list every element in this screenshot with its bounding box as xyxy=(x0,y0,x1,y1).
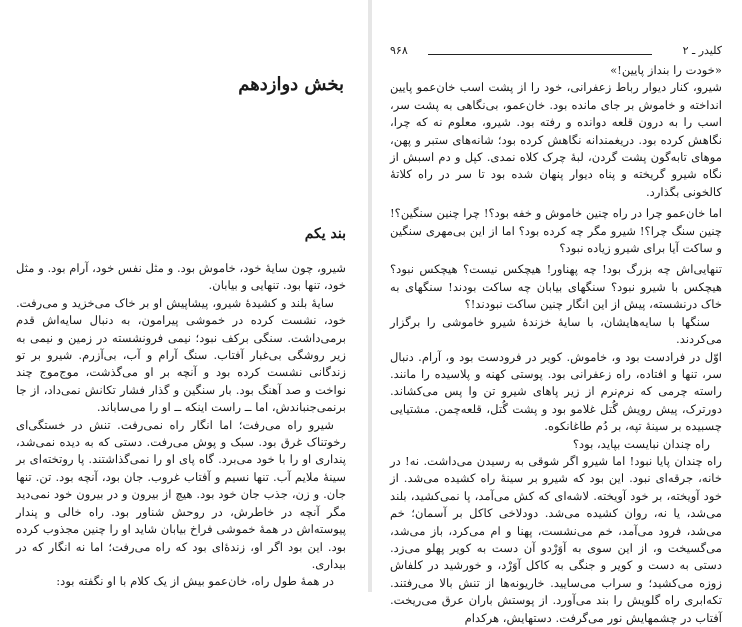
paragraph: در همهٔ طول راه، خان‌عمو بیش از یک کلام با او نگفته بود: xyxy=(56,574,334,589)
running-header xyxy=(390,44,722,62)
section-title: بند یکم xyxy=(304,226,346,242)
book-gutter xyxy=(368,0,372,592)
paragraph: سنگها با سایه‌هایشان، با سایهٔ خزندهٔ شیرو خاموشی را برگزار می‌کردند. xyxy=(390,314,722,347)
running-title: کلیدر ـ ۲ xyxy=(682,44,722,57)
paragraph: اوّل در فرادست بود و، خاموش. کویر در فرودست بود و، آرام. دنبال سر، تنها و افتاده، راه زعفرانی بود. پوستی کهنه و پلاسیده را مانند. راسته چرمی که نرم‌نرم از زیر پاهای شیرو تن وا پس می‌کشاند. دورترک، پیش رویش گُتل غلامو بود و پشت گُتل، قلعه‌چمن. مشتیایی چسبیده بر سینهٔ تپه، بر دُم طاغانکوه. xyxy=(390,349,722,434)
paragraph: راه چندان نبایست بپاید، بود؟ xyxy=(572,436,710,451)
paragraph: شیرو راه می‌رفت؛ اما انگار راه نمی‌رفت. تنش در خستگی‌ای رخوتناک غرق بود. سبک و پوش می‌رفت. دستی که به دیده نمی‌شد، پنداری او را با خود می‌برد. گاه پای او را نمی‌گذاشتند. پا رو‌تخته‌ای بر سینهٔ ملایم آب. تنها نسیم و آفتاب غروب. جان بود، آنچه بود. تن. تنها جان. و زن، جذب جان خود بود. هیچ از بیرون و در بیرون خود نمی‌دید مگر آنچه در خاطرش، در روحش شناور بود. راه خالی و پندار پیوسته‌اش در همهٔ خموشی فراخ بیابان شاید او را چنین مجذوب کرده بود. این بود اگر او، زندهٔ‌ای بود که راه می‌رفت؛ اما نه انگار که در بیداری. xyxy=(16,417,346,571)
left-page-body xyxy=(16,260,346,591)
paragraph: تنهایی‌اش چه بزرگ بود! چه پهناور! هیچکس نیست؟ هیچکس نبود؟ هیچکس با شیرو نبود؟ سنگهای بیابان چه ساکت بودند! سنگهای به خاک درنشسته، پیش از این انگار چنین ساکت نبودند!؟ xyxy=(390,262,722,312)
paragraph: سایهٔ بلند و کشیدهٔ شیرو، پیشاپیش او بر خاک می‌خزید و می‌رفت. خود، نشست کرده در خموشی پیرامون، به دنبال سایه‌اش قدم برمی‌داشت. سنگی برکف نبود؛ نیمی فرونشسته در زمین و نیمی به زیر روشگی بی‌غبار آفتاب. سنگ آرام و آب، بی‌آزرم. شیرو بر تو زندگانی نشست کرده بود و آنچه بر او می‌گذشت، موج‌موج چند نواخت و صد آهنگ بود. بار سنگین و گذار فشار تکانش نمی‌داد، از جا برنمی‌جنباندش، اما ــ راست اینکه ــ او را می‌ساباند. xyxy=(16,295,346,415)
paragraph: «خودت را بنداز پایین!» xyxy=(610,63,722,77)
right-page-body xyxy=(390,62,722,627)
right-page xyxy=(372,0,742,625)
paragraph: شیرو، چون سایهٔ خود، خاموش بود. و مثل نفس خود، آرام بود. و مثل خود، تنها بود. تنهایی و بیابان. xyxy=(16,261,346,293)
page-number: ۹۶۸ xyxy=(390,44,408,57)
chapter-title: بخش دوازدهم xyxy=(238,74,344,95)
paragraph: شیرو، کنار دیوار رباط زعفرانی، خود را از پشت اسب خان‌عمو پایین انداخته و خاموش بر جای مانده بود. خان‌عمو، بی‌نگاهی به پشت سر، اسب را به درون قلعه دوانده و رفته بود. شیرو، معلوم نه که چرا، نگاهش کرده بود. دریغمندانه نگاهش کرده بود؛ شانه‌های ستبر و پهن، موهای تابه‌گون پشت گردن، لبهٔ چرک کلاه نمدی. کپل و دم اسبش از نگاه شیرو گریخته و پناه دیوار پنهان شده بود تا سر در راه کلاتهٔ کالخونی بگذارد. xyxy=(390,80,722,199)
header-rule xyxy=(428,54,652,55)
paragraph: راه چندان پایا نبود! اما شیرو اگر شوقی به رسیدن می‌داشت. نه! در خانه، جرقه‌ای نبود. این بود که شیرو بر سینهٔ راه کشیده می‌شد. از خود آویخته، بر خود آویخته. لاشه‌ای که کش می‌آمد، پا نمی‌کشید، بلند می‌شد، یا نه، روان کشیده می‌شد. دودلاخی کاکل بر آسمان؛ خم می‌شد، فرود می‌آمد، خم می‌نشست، پهنا و ام می‌کرد، باز می‌شد، می‌گسیخت و، از این سوی به آوَرْدو آن دست به کویر پهلو می‌زد. دستی به دست و کویر و جنگی به کاکل آوَرْد، و خورشید در کلفاش زوزه می‌کشید؛ و سراب می‌سایید. خاریونه‌ها از تنش بالا می‌رفتند. تکه‌ابری راه گلویش را بند می‌آورد. از پوستش باران عرق می‌ریخت. آفتاب در چشمهایش نور می‌گرفت. دستهایش، هرکدام xyxy=(390,453,722,625)
left-page xyxy=(0,0,368,592)
paragraph: اما خان‌عمو چرا در راه چنین خاموش و خفه بود؟! چرا چنین سنگین؟! چنین سنگ چرا؟! شیرو مگر چه کرده بود؟ اما از این بی‌مهری سنگین و ساکت آیا برای شیرو زیاده نبود؟ xyxy=(390,206,722,256)
